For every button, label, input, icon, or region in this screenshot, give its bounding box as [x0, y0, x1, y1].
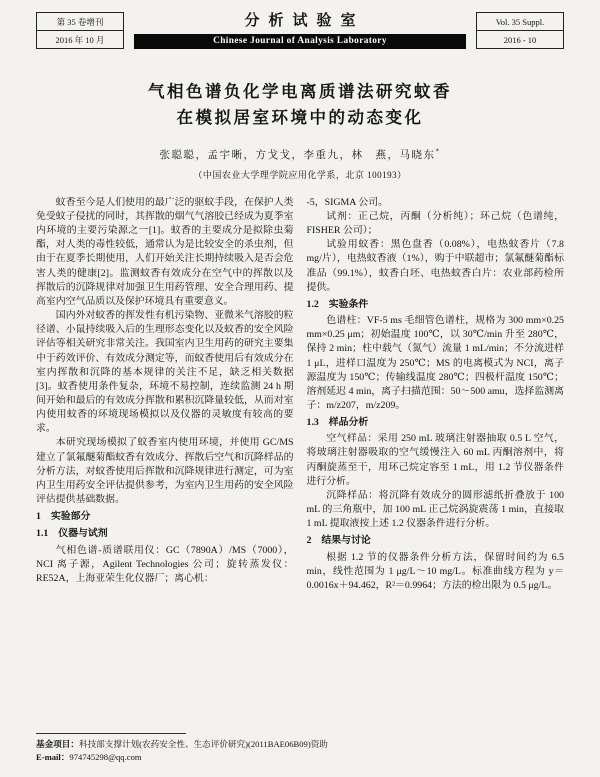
volume-issue-box [36, 12, 124, 49]
section-heading: 1.3 样品分析 [306, 417, 369, 429]
footnote-rule [36, 733, 186, 734]
section-heading: 1 实验部分 [36, 511, 91, 523]
journal-title-cn: 分析试验室 [244, 13, 365, 29]
corresponding-author-mark: * [435, 147, 441, 156]
section-heading: 1.2 实验条件 [306, 298, 369, 310]
issue-date-line: 2016 年 10 月 [55, 34, 105, 45]
body-paragraph: 色谱柱：VF-5 ms 毛细管色谱柱，规格为 300 mm×0.25 mm×0.25 μm；初始温度 100℃，以 30℃/min 升至 280℃，保持 2 min；柱中载气（氮气）流量 1 mL/min；不分流进样 1 μL，进样口温度为 250℃；MS 的电离模式为 NCI，离子源温度为 150℃；传输线温度 280℃；四极杆温度 150℃；溶剂延迟 4 min，离子扫描范围：50～500 amu，选择监测离子：m/z207，m/z209。 [306, 315, 564, 411]
article-body [36, 196, 564, 593]
body-paragraph: 试验用蚊香：黑色盘香（0.08%），电热蚊香片（7.8 mg/片），电热蚊香液（1%），购于中联超市；氯氟醚菊酯标准品（99.1%），蚊香白坯、电热蚊香白片：农业部药检所提供。 [306, 239, 564, 293]
section-heading: 2 结果与讨论 [306, 535, 371, 547]
article-title [36, 79, 564, 132]
body-paragraph: 根据 1.2 节的仪器条件分析方法，保留时间约为 6.5 min，线性范围为 1 μg/L～10 mg/L。标准曲线方程为 y＝0.0016x＋94.462，R²＝0.9964；方法的检出限为 0.5 μg/L。 [306, 551, 564, 591]
author-names: 张聪聪，孟宇晰，方戈戈，李重九，林 燕，马晓东 [159, 149, 436, 161]
left-column [36, 196, 294, 593]
volume-issue-box-en [476, 12, 564, 49]
author-list [36, 147, 564, 162]
volume-line-en: Vol. 35 Suppl. [477, 13, 563, 31]
funding-text: 科技部支撑计划(农药安全性、生态评价研究)(2011BAE06B09)资助 [78, 739, 328, 750]
body-paragraph: 本研究现场模拟了蚊香室内使用环境，并使用 GC/MS 建立了氯氟醚菊酯蚊香有效成分、挥散后空气和沉降样品的分析方法，对蚊香使用后挥散和沉降规律进行测定，可为室内卫生用药安全评估提供参考，为室内卫生用药的安全风险评估提供基础数据。 [36, 437, 294, 506]
journal-header [36, 12, 564, 49]
journal-title-en-banner: Chinese Journal of Analysis Laboratory [134, 34, 466, 50]
body-paragraph: 国内外对蚊香的挥发性有机污染物、亚微米气溶胶的粒径谱、小鼠持续吸入后的生理形态变化以及蚊香的安全风险评估等相关研究非常关注。我国室内卫生用药的研究主要集中于药效评价、有效成分测定等，而蚊香使用后有效成分在室内挥散和沉降的基本规律的关注不足，缺乏相关数据[3]。蚊香使用条件复杂，环境不易控制，连续监测 24 h 期间开始和最后的有效成分挥散和累积沉降量较低，从而对室内使用蚊香的环境现场模拟以及仪器的灵敏度有较高的要求。 [36, 310, 294, 435]
journal-name-block [134, 12, 466, 49]
volume-line: 第 35 卷增刊 [37, 13, 123, 31]
issue-date-line-en: 2016 - 10 [503, 34, 537, 45]
footnote-area [36, 733, 564, 764]
section-heading: 1.1 仪器与试剂 [36, 528, 108, 540]
funding-note [36, 738, 564, 751]
funding-label: 基金项目： [36, 739, 79, 750]
email-note [36, 751, 564, 764]
affiliation: （中国农业大学理学院应用化学系，北京 100193） [193, 169, 407, 180]
body-paragraph: 蚊香至今是人们使用的最广泛的驱蚊手段，在保护人类免受蚊子侵扰的同时，其挥散的烟气气溶胶已经成为夏季室内环境的主要污染源之一[1]。蚊香的主要成分是拟除虫菊酯，对人类的毒性较低，通常认为是比较安全的杀虫剂，但由于在夏季长期使用，人们开始关注长期持续吸入是否会危害人类的健康[2]。监测蚊香有效成分在空气中的挥散以及挥散后的沉降规律对加强卫生用药管理、安全合理用药、提高室内空气品质以及保护环境具有重要意义。 [36, 196, 294, 307]
email-label: E-mail： [36, 752, 70, 763]
body-paragraph: 试剂：正己烷，丙酮（分析纯）；环己烷（色谱纯，FISHER 公司）； [306, 210, 564, 237]
article-title-line1: 气相色谱负化学电离质谱法研究蚊香 [148, 82, 452, 101]
body-paragraph: -5，SIGMA 公司。 [306, 196, 388, 208]
body-paragraph: 沉降样品：将沉降有效成分的圆形滤纸折叠放于 100 mL 的三角瓶中，加 100 mL 正己烷涡旋震荡 1 min，直接取 1 mL 提取液按上述 1.2 仪器条件进行分析。 [306, 489, 564, 530]
email-value: 974745298@qq.com [69, 752, 142, 763]
right-column [307, 196, 565, 593]
article-title-line2: 在模拟居室环境中的动态变化 [176, 108, 424, 128]
body-paragraph: 气相色谱-质谱联用仪：GC（7890A）/MS（7000），NCI 离子源，Agilent Technologies 公司；旋转蒸发仪：RE52A，上海亚荣生化仪器厂；离心机： [36, 544, 294, 584]
body-paragraph: 空气样品：采用 250 mL 玻璃注射器抽取 0.5 L 空气，将玻璃注射器吸取的空气缓慢注入 60 mL 丙酮溶剂中，将丙酮旋蒸至干，用环己烷定容至 1 mL，用 1.2 节仪器条件进行分析。 [306, 433, 564, 487]
